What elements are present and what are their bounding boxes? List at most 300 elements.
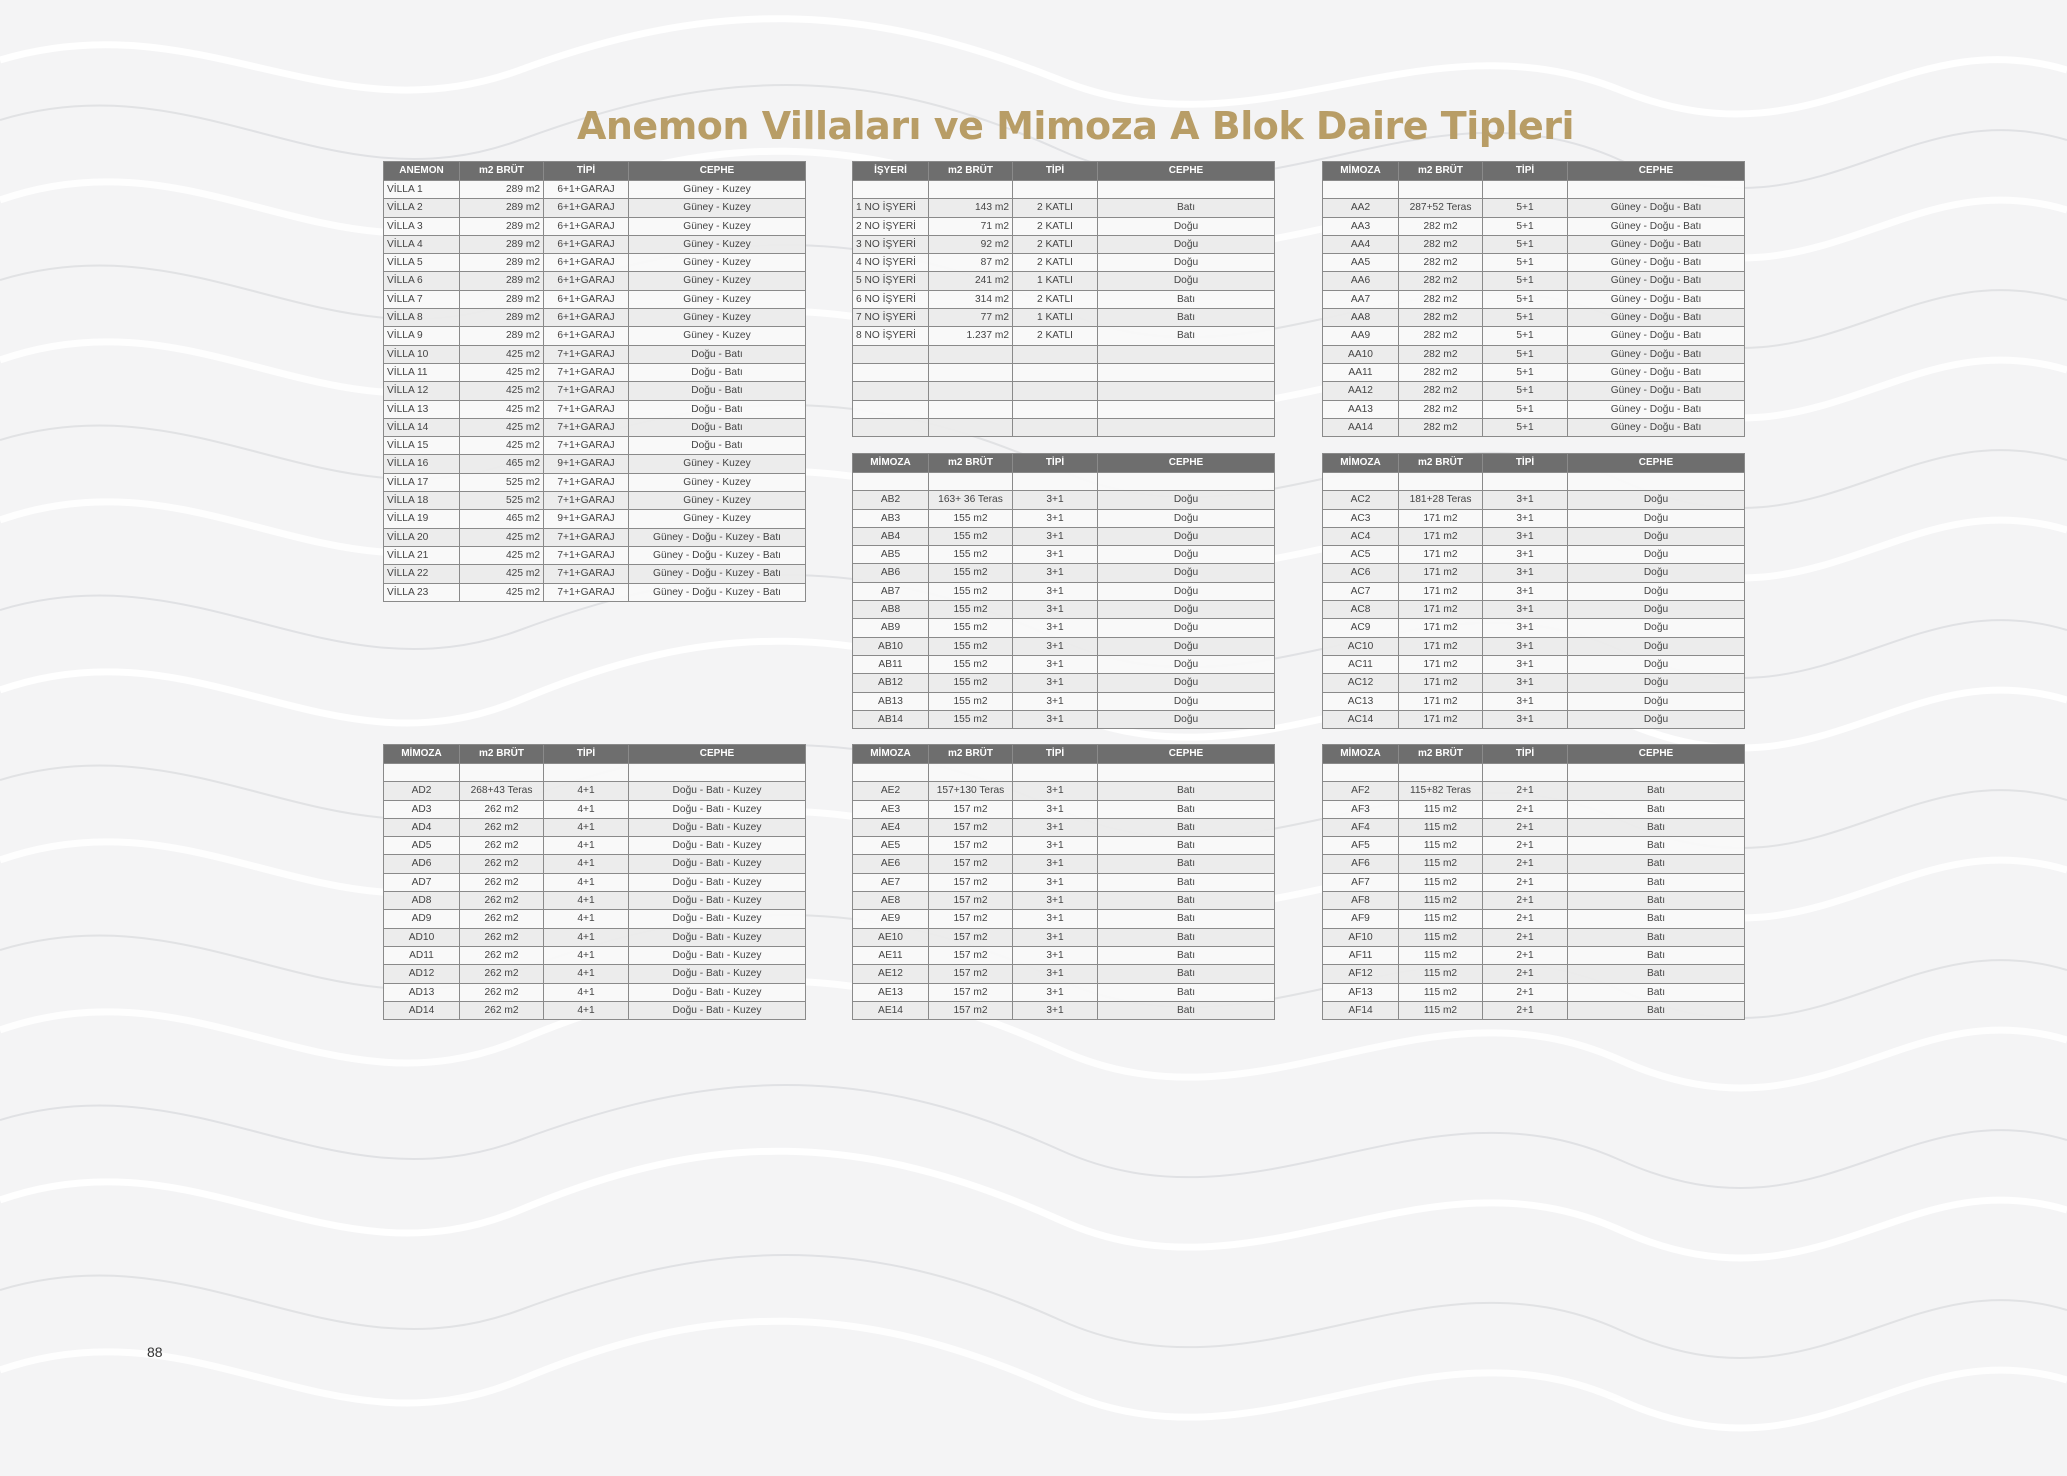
cell-facade: Doğu - Batı - Kuzey (629, 946, 806, 964)
cell-facade: Doğu - Batı (629, 345, 806, 363)
cell-area: 71 m2 (929, 217, 1013, 235)
cell-area: 115 m2 (1399, 1001, 1483, 1019)
cell-facade: Batı (1098, 309, 1275, 327)
cell-name: 7 NO İŞYERİ (853, 309, 929, 327)
table-row (1323, 327, 1745, 345)
table-row (853, 692, 1275, 710)
cell-type: 3+1 (1013, 818, 1098, 836)
table-row (384, 272, 806, 290)
table-mimoza-ac (1322, 453, 1745, 729)
table-row (384, 254, 806, 272)
table-row (853, 983, 1275, 1001)
table-row (1323, 965, 1745, 983)
table-row (384, 382, 806, 400)
cell-area: 282 m2 (1399, 327, 1483, 345)
cell-type: 1 KATLI (1013, 272, 1098, 290)
cell-type: 4+1 (544, 800, 629, 818)
cell-name: VİLLA 1 (384, 181, 460, 199)
cell-area: 289 m2 (460, 309, 544, 327)
table-row (853, 619, 1275, 637)
cell-type: 3+1 (1013, 892, 1098, 910)
cell-area: 115 m2 (1399, 855, 1483, 873)
cell-type: 4+1 (544, 1001, 629, 1019)
cell-facade: Doğu (1098, 272, 1275, 290)
cell-name: VİLLA 3 (384, 217, 460, 235)
cell-facade: Batı (1568, 892, 1745, 910)
empty-cell (853, 764, 929, 782)
column-header-area: m2 BRÜT (460, 162, 544, 181)
cell-area: 157 m2 (929, 837, 1013, 855)
cell-type: 3+1 (1483, 582, 1568, 600)
cell-name: AB2 (853, 491, 929, 509)
column-header-name: MİMOZA (853, 745, 929, 764)
cell-facade: Batı (1568, 873, 1745, 891)
cell-facade: Güney - Doğu - Batı (1568, 199, 1745, 217)
table-row (853, 546, 1275, 564)
cell-name: AB6 (853, 564, 929, 582)
table-row (853, 564, 1275, 582)
cell-area: 289 m2 (460, 290, 544, 308)
cell-facade: Batı (1568, 782, 1745, 800)
table-row (853, 655, 1275, 673)
cell-area: 282 m2 (1399, 254, 1483, 272)
cell-type: 2 KATLI (1013, 199, 1098, 217)
cell-name: VİLLA 10 (384, 345, 460, 363)
cell-type: 5+1 (1483, 363, 1568, 381)
column-header-type: TİPİ (1013, 745, 1098, 764)
cell-name: AF7 (1323, 873, 1399, 891)
table-row (1323, 1001, 1745, 1019)
cell-facade: Batı (1098, 782, 1275, 800)
empty-cell (1098, 345, 1275, 363)
empty-cell (853, 473, 929, 491)
cell-name: AE9 (853, 910, 929, 928)
cell-facade: Doğu (1568, 655, 1745, 673)
empty-row (853, 181, 1275, 199)
cell-facade: Batı (1568, 910, 1745, 928)
cell-name: AE2 (853, 782, 929, 800)
cell-area: 115 m2 (1399, 965, 1483, 983)
cell-facade: Doğu (1098, 619, 1275, 637)
empty-row (1323, 473, 1745, 491)
table-row (1323, 309, 1745, 327)
cell-type: 3+1 (1013, 491, 1098, 509)
cell-name: AA7 (1323, 290, 1399, 308)
column-header-area: m2 BRÜT (1399, 454, 1483, 473)
table-row (384, 290, 806, 308)
cell-area: 289 m2 (460, 235, 544, 253)
column-header-facade: CEPHE (1568, 162, 1745, 181)
cell-name: AE10 (853, 928, 929, 946)
cell-name: AB3 (853, 509, 929, 527)
table-row (384, 892, 806, 910)
cell-name: AE7 (853, 873, 929, 891)
cell-facade: Batı (1098, 892, 1275, 910)
cell-area: 77 m2 (929, 309, 1013, 327)
cell-name: AD3 (384, 800, 460, 818)
table-row (384, 363, 806, 381)
table-row (853, 910, 1275, 928)
table-row (384, 1001, 806, 1019)
cell-name: AA10 (1323, 345, 1399, 363)
cell-type: 2+1 (1483, 782, 1568, 800)
column-header-type: TİPİ (1013, 162, 1098, 181)
cell-facade: Batı (1098, 327, 1275, 345)
cell-type: 6+1+GARAJ (544, 254, 629, 272)
table-row (1323, 637, 1745, 655)
empty-cell (853, 363, 929, 381)
cell-area: 262 m2 (460, 818, 544, 836)
table-row (1323, 382, 1745, 400)
cell-area: 171 m2 (1399, 710, 1483, 728)
column-header-area: m2 BRÜT (929, 454, 1013, 473)
cell-facade: Doğu - Batı (629, 418, 806, 436)
table-row (853, 837, 1275, 855)
table-row (853, 782, 1275, 800)
cell-type: 9+1+GARAJ (544, 455, 629, 473)
cell-area: 171 m2 (1399, 601, 1483, 619)
cell-type: 2+1 (1483, 818, 1568, 836)
table-row (853, 965, 1275, 983)
column-header-facade: CEPHE (629, 745, 806, 764)
cell-area: 157 m2 (929, 800, 1013, 818)
cell-name: AC13 (1323, 692, 1399, 710)
table-row (853, 290, 1275, 308)
cell-name: VİLLA 15 (384, 437, 460, 455)
cell-name: AA8 (1323, 309, 1399, 327)
table-row (384, 928, 806, 946)
table-row (853, 327, 1275, 345)
table-row (1323, 582, 1745, 600)
cell-name: VİLLA 16 (384, 455, 460, 473)
cell-type: 3+1 (1013, 655, 1098, 673)
cell-type: 3+1 (1013, 983, 1098, 1001)
table-row (853, 637, 1275, 655)
table-row (853, 235, 1275, 253)
cell-type: 4+1 (544, 855, 629, 873)
cell-type: 3+1 (1483, 674, 1568, 692)
cell-area: 115 m2 (1399, 928, 1483, 946)
cell-facade: Güney - Kuzey (629, 181, 806, 199)
cell-name: AA2 (1323, 199, 1399, 217)
table-row (384, 455, 806, 473)
cell-name: AB4 (853, 527, 929, 545)
cell-area: 289 m2 (460, 327, 544, 345)
cell-area: 155 m2 (929, 601, 1013, 619)
cell-facade: Güney - Doğu - Batı (1568, 309, 1745, 327)
empty-row (1323, 764, 1745, 782)
cell-facade: Doğu (1568, 601, 1745, 619)
cell-type: 2 KATLI (1013, 327, 1098, 345)
table-row (384, 946, 806, 964)
cell-name: VİLLA 22 (384, 565, 460, 583)
column-header-facade: CEPHE (629, 162, 806, 181)
cell-area: 87 m2 (929, 254, 1013, 272)
cell-type: 4+1 (544, 946, 629, 964)
table-row (384, 855, 806, 873)
empty-cell (1399, 473, 1483, 491)
table-row (1323, 272, 1745, 290)
empty-cell (853, 418, 929, 436)
cell-name: AD8 (384, 892, 460, 910)
cell-name: AE3 (853, 800, 929, 818)
cell-name: VİLLA 18 (384, 492, 460, 510)
cell-area: 115 m2 (1399, 873, 1483, 891)
cell-facade: Güney - Kuzey (629, 254, 806, 272)
cell-facade: Doğu - Batı - Kuzey (629, 800, 806, 818)
cell-name: AE6 (853, 855, 929, 873)
cell-facade: Batı (1098, 965, 1275, 983)
cell-type: 5+1 (1483, 309, 1568, 327)
column-header-name: ANEMON (384, 162, 460, 181)
cell-type: 2+1 (1483, 910, 1568, 928)
cell-area: 115 m2 (1399, 818, 1483, 836)
cell-area: 425 m2 (460, 418, 544, 436)
cell-area: 465 m2 (460, 510, 544, 528)
cell-area: 425 m2 (460, 528, 544, 546)
table-row (1323, 983, 1745, 1001)
cell-facade: Batı (1098, 855, 1275, 873)
cell-facade: Güney - Doğu - Kuzey - Batı (629, 583, 806, 601)
cell-type: 3+1 (1483, 546, 1568, 564)
column-header-facade: CEPHE (1568, 454, 1745, 473)
cell-area: 289 m2 (460, 254, 544, 272)
table-row (853, 217, 1275, 235)
cell-area: 425 m2 (460, 345, 544, 363)
cell-name: AD7 (384, 873, 460, 891)
cell-facade: Doğu - Batı - Kuzey (629, 892, 806, 910)
cell-area: 157 m2 (929, 910, 1013, 928)
cell-name: AC12 (1323, 674, 1399, 692)
cell-name: AD14 (384, 1001, 460, 1019)
table-row (853, 582, 1275, 600)
cell-type: 3+1 (1013, 928, 1098, 946)
table-row (853, 818, 1275, 836)
cell-type: 3+1 (1483, 619, 1568, 637)
table-row (384, 965, 806, 983)
cell-type: 7+1+GARAJ (544, 565, 629, 583)
cell-name: 5 NO İŞYERİ (853, 272, 929, 290)
cell-area: 155 m2 (929, 546, 1013, 564)
table-row (853, 892, 1275, 910)
cell-area: 171 m2 (1399, 655, 1483, 673)
cell-facade: Batı (1568, 1001, 1745, 1019)
cell-area: 425 m2 (460, 546, 544, 564)
cell-type: 2 KATLI (1013, 235, 1098, 253)
cell-type: 3+1 (1013, 527, 1098, 545)
cell-facade: Güney - Doğu - Batı (1568, 345, 1745, 363)
cell-area: 157 m2 (929, 818, 1013, 836)
column-header-type: TİPİ (544, 162, 629, 181)
cell-name: AD11 (384, 946, 460, 964)
cell-name: VİLLA 17 (384, 473, 460, 491)
table-anemon (383, 161, 806, 602)
table-mimoza-aa (1322, 161, 1745, 437)
table-row (853, 491, 1275, 509)
empty-cell (1098, 382, 1275, 400)
table-header-row (1323, 454, 1745, 473)
cell-area: 92 m2 (929, 235, 1013, 253)
empty-row (853, 382, 1275, 400)
cell-name: VİLLA 8 (384, 309, 460, 327)
cell-type: 2+1 (1483, 1001, 1568, 1019)
cell-name: AF2 (1323, 782, 1399, 800)
cell-type: 5+1 (1483, 290, 1568, 308)
cell-facade: Güney - Kuzey (629, 272, 806, 290)
empty-cell (929, 418, 1013, 436)
cell-facade: Doğu (1098, 235, 1275, 253)
cell-area: 171 m2 (1399, 637, 1483, 655)
cell-area: 425 m2 (460, 363, 544, 381)
cell-area: 155 m2 (929, 619, 1013, 637)
empty-cell (1013, 181, 1098, 199)
cell-name: AB10 (853, 637, 929, 655)
empty-cell (853, 382, 929, 400)
empty-row (853, 473, 1275, 491)
cell-area: 282 m2 (1399, 309, 1483, 327)
cell-facade: Batı (1098, 800, 1275, 818)
empty-cell (1483, 764, 1568, 782)
cell-area: 115 m2 (1399, 910, 1483, 928)
cell-area: 425 m2 (460, 382, 544, 400)
cell-facade: Güney - Doğu - Batı (1568, 272, 1745, 290)
cell-type: 5+1 (1483, 400, 1568, 418)
cell-type: 3+1 (1013, 946, 1098, 964)
cell-type: 5+1 (1483, 345, 1568, 363)
cell-area: 157+130 Teras (929, 782, 1013, 800)
table-row (384, 492, 806, 510)
cell-type: 7+1+GARAJ (544, 473, 629, 491)
cell-name: AB12 (853, 674, 929, 692)
cell-facade: Doğu (1568, 491, 1745, 509)
table-row (1323, 710, 1745, 728)
cell-area: 262 m2 (460, 946, 544, 964)
table-row (1323, 546, 1745, 564)
cell-name: AE14 (853, 1001, 929, 1019)
cell-type: 5+1 (1483, 217, 1568, 235)
cell-name: AA4 (1323, 235, 1399, 253)
cell-name: AE8 (853, 892, 929, 910)
cell-name: AF6 (1323, 855, 1399, 873)
cell-facade: Doğu (1098, 546, 1275, 564)
cell-type: 4+1 (544, 837, 629, 855)
cell-name: 2 NO İŞYERİ (853, 217, 929, 235)
cell-facade: Batı (1098, 946, 1275, 964)
table-row (384, 418, 806, 436)
cell-name: AD2 (384, 782, 460, 800)
empty-cell (1098, 181, 1275, 199)
cell-type: 3+1 (1013, 800, 1098, 818)
column-header-name: İŞYERİ (853, 162, 929, 181)
empty-row (853, 345, 1275, 363)
cell-type: 1 KATLI (1013, 309, 1098, 327)
cell-type: 6+1+GARAJ (544, 235, 629, 253)
cell-type: 3+1 (1013, 692, 1098, 710)
cell-facade: Doğu (1098, 491, 1275, 509)
cell-area: 115 m2 (1399, 837, 1483, 855)
cell-facade: Doğu (1568, 674, 1745, 692)
cell-area: 282 m2 (1399, 235, 1483, 253)
cell-facade: Güney - Kuzey (629, 290, 806, 308)
table-header-row (384, 745, 806, 764)
empty-cell (1323, 764, 1399, 782)
cell-facade: Doğu (1568, 710, 1745, 728)
column-header-name: MİMOZA (384, 745, 460, 764)
cell-name: AC2 (1323, 491, 1399, 509)
cell-facade: Doğu - Batı (629, 363, 806, 381)
cell-type: 3+1 (1483, 527, 1568, 545)
cell-area: 262 m2 (460, 928, 544, 946)
empty-row (853, 363, 1275, 381)
empty-cell (1013, 345, 1098, 363)
empty-cell (853, 345, 929, 363)
cell-name: 6 NO İŞYERİ (853, 290, 929, 308)
cell-name: 3 NO İŞYERİ (853, 235, 929, 253)
cell-area: 425 m2 (460, 565, 544, 583)
cell-facade: Güney - Doğu - Batı (1568, 254, 1745, 272)
cell-area: 157 m2 (929, 873, 1013, 891)
cell-name: AA11 (1323, 363, 1399, 381)
table-row (1323, 601, 1745, 619)
table-row (853, 1001, 1275, 1019)
cell-name: AD13 (384, 983, 460, 1001)
cell-area: 241 m2 (929, 272, 1013, 290)
cell-facade: Doğu - Batı - Kuzey (629, 1001, 806, 1019)
cell-name: AC6 (1323, 564, 1399, 582)
cell-facade: Batı (1568, 928, 1745, 946)
table-row (384, 510, 806, 528)
cell-type: 4+1 (544, 928, 629, 946)
cell-facade: Batı (1098, 928, 1275, 946)
cell-type: 2 KATLI (1013, 290, 1098, 308)
table-row (1323, 655, 1745, 673)
table-row (1323, 818, 1745, 836)
empty-cell (1013, 363, 1098, 381)
table-row (1323, 837, 1745, 855)
cell-area: 425 m2 (460, 437, 544, 455)
table-row (384, 528, 806, 546)
cell-area: 171 m2 (1399, 674, 1483, 692)
cell-name: AB9 (853, 619, 929, 637)
cell-facade: Doğu (1098, 674, 1275, 692)
table-row (1323, 254, 1745, 272)
cell-area: 163+ 36 Teras (929, 491, 1013, 509)
cell-facade: Doğu - Batı - Kuzey (629, 983, 806, 1001)
cell-type: 6+1+GARAJ (544, 309, 629, 327)
cell-type: 4+1 (544, 910, 629, 928)
table-row (1323, 418, 1745, 436)
cell-area: 282 m2 (1399, 382, 1483, 400)
cell-type: 3+1 (1483, 637, 1568, 655)
cell-name: AE12 (853, 965, 929, 983)
cell-facade: Güney - Doğu - Batı (1568, 217, 1745, 235)
table-row (1323, 290, 1745, 308)
cell-area: 155 m2 (929, 509, 1013, 527)
empty-row (853, 418, 1275, 436)
table-row (853, 710, 1275, 728)
cell-area: 157 m2 (929, 965, 1013, 983)
empty-cell (1568, 181, 1745, 199)
cell-area: 525 m2 (460, 473, 544, 491)
cell-facade: Doğu (1098, 509, 1275, 527)
cell-name: VİLLA 21 (384, 546, 460, 564)
cell-facade: Batı (1568, 800, 1745, 818)
cell-facade: Güney - Doğu - Batı (1568, 400, 1745, 418)
cell-facade: Batı (1098, 873, 1275, 891)
cell-facade: Doğu (1098, 254, 1275, 272)
cell-type: 4+1 (544, 892, 629, 910)
column-header-facade: CEPHE (1098, 745, 1275, 764)
